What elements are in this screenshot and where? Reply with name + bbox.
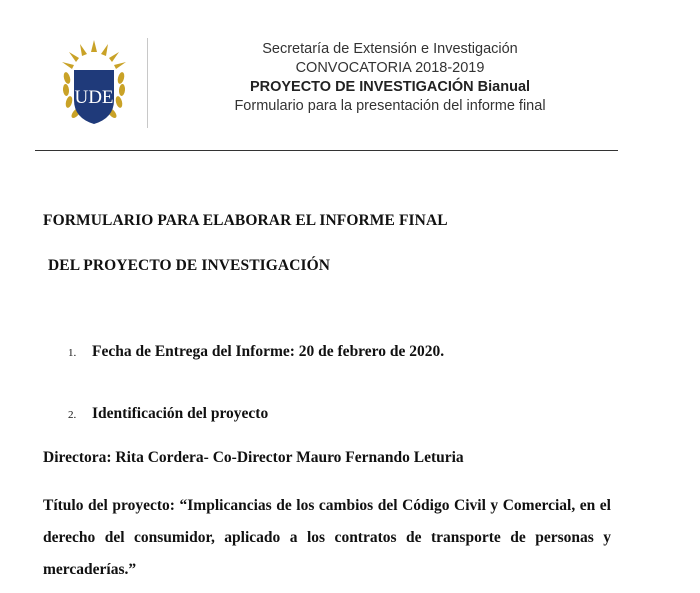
directors-line: Directora: Rita Cordera- Co-Director Mauro Fernando Leturia [43,449,464,466]
list-item-text: Identificación del proyecto [92,405,269,422]
header-call: CONVOCATORIA 2018-2019 [295,60,485,76]
form-title-line2: DEL PROYECTO DE INVESTIGACIÓN [48,257,331,274]
list-item-delivery-date [68,343,444,361]
list-item-number: 1. [68,347,77,359]
list-item-project-identification [68,405,268,423]
project-title-paragraph: Título del proyecto: “Implicancias de los cambios del Código Civil y Comercial, en el derecho del consumidor, aplicado a los contratos de transporte de personas y mercaderías.” [43,497,611,578]
header-secretariat: Secretaría de Extensión e Investigación [262,41,518,57]
header-project-type: PROYECTO DE INVESTIGACIÓN Bianual [249,79,531,95]
crest-letters: UDE [74,87,114,108]
list-item-number: 2. [68,409,77,421]
list-item-text: Fecha de Entrega del Informe: 20 de febrero de 2020. [92,343,445,360]
university-crest-icon [58,38,130,130]
header-form-subtitle: Formulario para la presentación del informe final [234,98,546,114]
header-rule [35,150,618,151]
header-divider [147,38,148,128]
sun-rays [62,40,126,69]
document-header [180,40,600,116]
form-title-line1: FORMULARIO PARA ELABORAR EL INFORME FINAL [43,212,448,229]
